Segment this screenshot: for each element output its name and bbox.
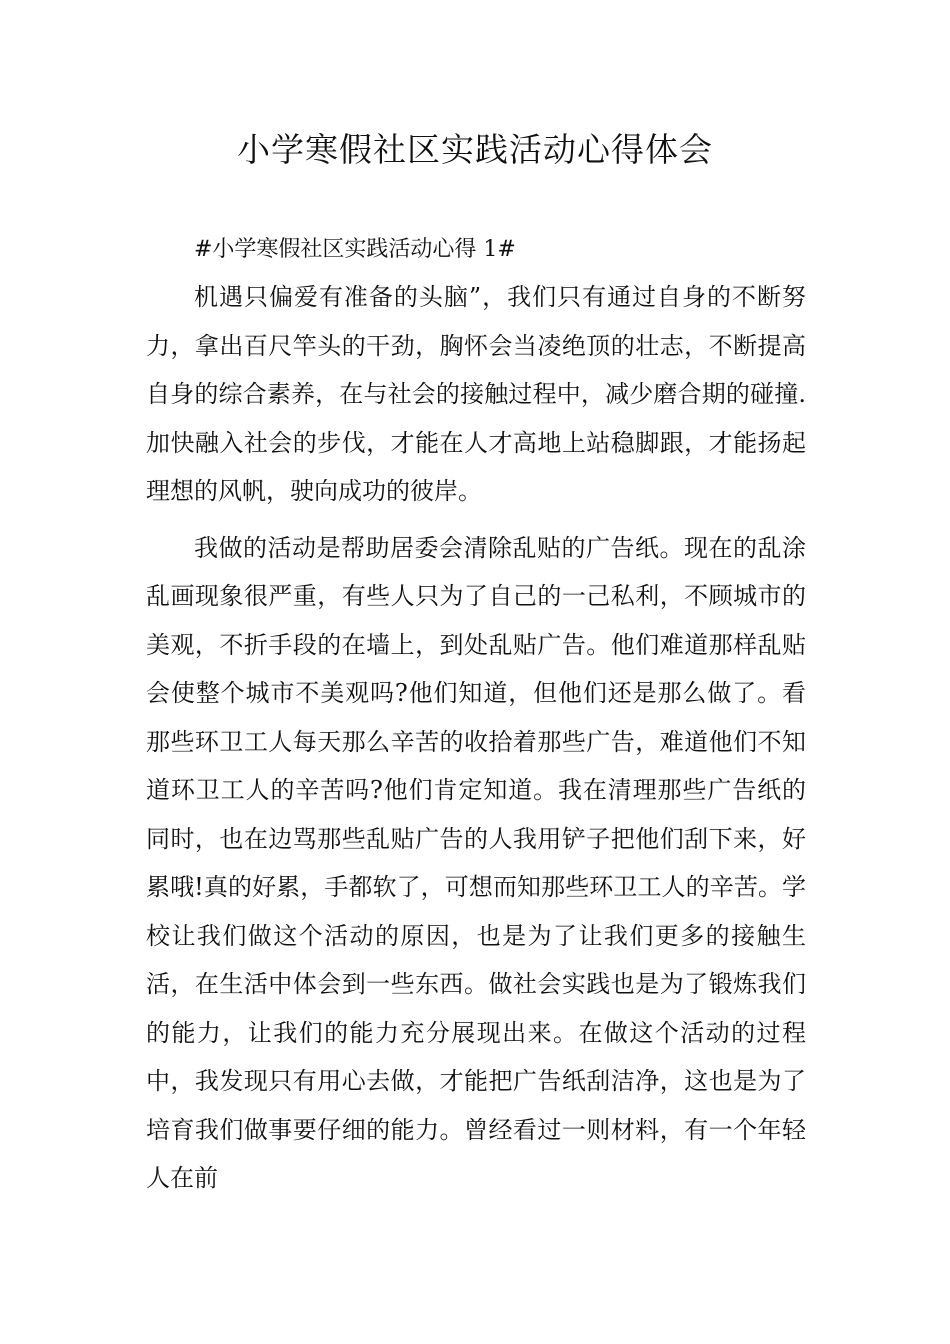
paragraph-2: 我做的活动是帮助居委会清除乱贴的广告纸。现在的乱涂乱画现象很严重，有些人只为了自己的一己私利，不顾城市的美观，不折手段的在墙上，到处乱贴广告。他们难道那样乱贴会使整个城市不美观吗?他们知道，但他们还是那么做了。看那些环卫工人每天那么辛苦的收拾着那些广告，难道他们不知道环卫工人的辛苦吗?他们肯定知道。我在清理那些广告纸的同时，也在边骂那些乱贴广告的人我用铲子把他们刮下来，好累哦!真的好累，手都软了，可想而知那些环卫工人的辛苦。学校让我们做这个活动的原因，也是为了让我们更多的接触生活，在生活中体会到一些东西。做社会实践也是为了锻炼我们的能力，让我们的能力充分展现出来。在做这个活动的过程中，我发现只有用心去做，才能把广告纸刮洁净，这也是为了培育我们做事要仔细的能力。曾经看过一则材料，有一个年轻人在前 [146,533,806,1192]
document-body [146,227,806,1203]
paragraph-spacer [146,516,806,524]
document-title: 小学寒假社区实践活动心得体会 [237,130,713,169]
section-heading: #小学寒假社区实践活动心得 1# [194,237,516,262]
paragraph-1: 机遇只偏爱有准备的头脑”，我们只有通过自身的不断努力，拿出百尺竿头的干劲，胸怀会当凌绝顶的壮志，不断提高自身的综合素养，在与社会的接触过程中，减少磨合期的碰撞.加快融入社会的步伐，才能在人才高地上站稳脚跟，才能扬起理想的风帆，驶向成功的彼岸。 [146,283,806,505]
